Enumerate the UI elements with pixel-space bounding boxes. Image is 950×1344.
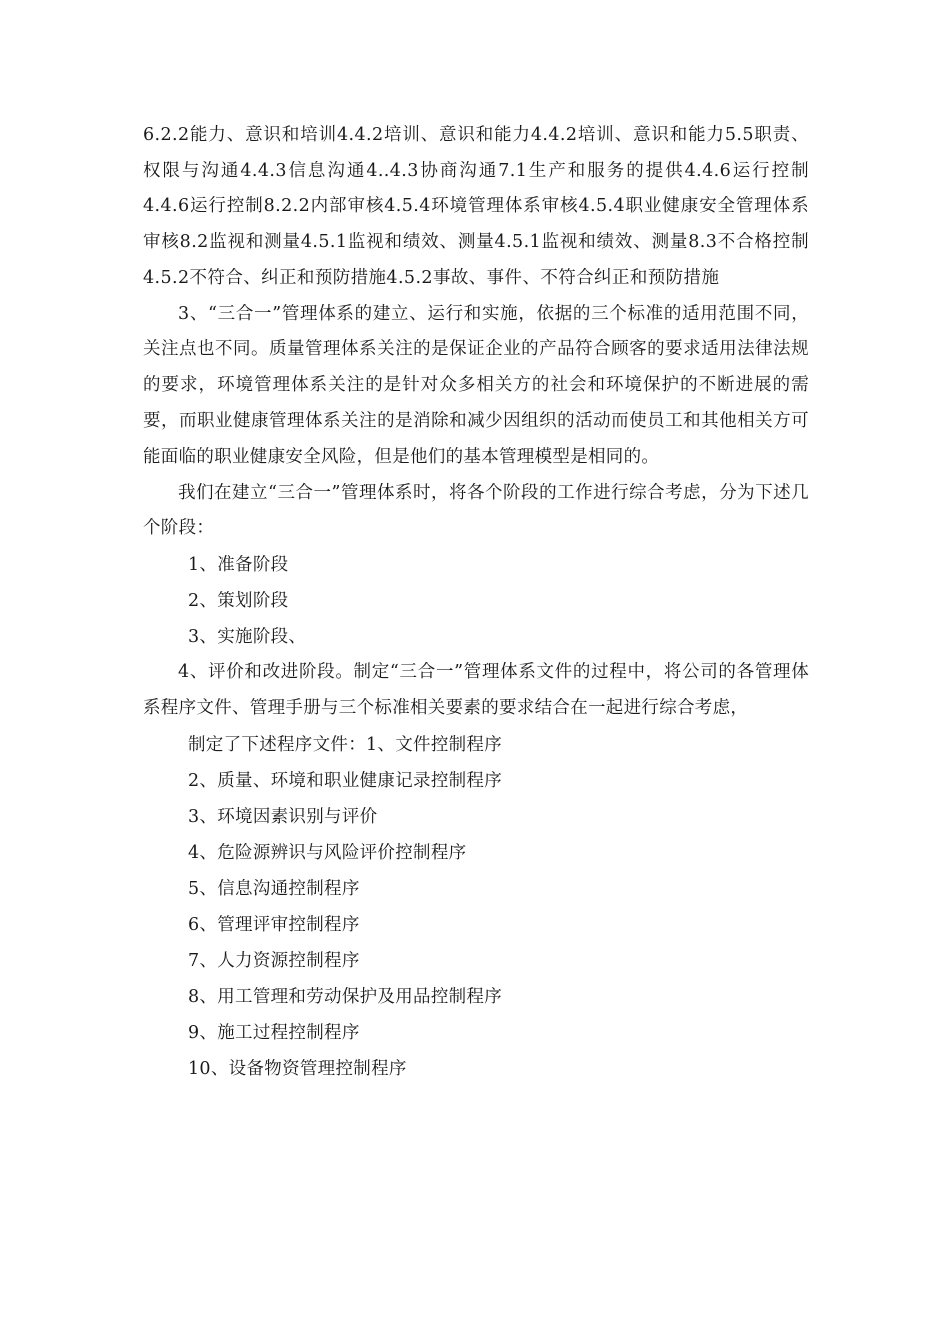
procedure-item: 5、信息沟通控制程序 <box>188 878 360 899</box>
procedure-item: 8、用工管理和劳动保护及用品控制程序 <box>188 986 503 1007</box>
procedure-item: 2、质量、环境和职业健康记录控制程序 <box>188 770 503 791</box>
procedure-item: 制定了下述程序文件：1、文件控制程序 <box>188 734 503 755</box>
procedure-item: 3、环境因素识别与评价 <box>188 806 378 827</box>
clause-mapping-paragraph: 6.2.2能力、意识和培训4.4.2培训、意识和能力4.4.2培训、意识和能力5.5职责、权限与沟通4.4.3信息沟通4..4.3协商沟通7.1生产和服务的提供4.4.6运行控制4.4.6运行控制8.2.2内部审核4.5.4环境管理体系审核4.5.4职业健康安全管理体系审核8.2监视和测量4.5.1监视和绩效、测量4.5.1监视和绩效、测量8.3不合格控制4.5.2不符合、纠正和预防措施4.5.2事故、事件、不符合纠正和预防措施 <box>143 125 809 288</box>
evaluation-stage-paragraph: 4、评价和改进阶段。制定“三合一”管理体系文件的过程中，将公司的各管理体系程序文件、管理手册与三个标准相关要素的要求结合在一起进行综合考虑， <box>143 662 809 718</box>
stage-item: 3、实施阶段、 <box>188 627 307 648</box>
procedure-item: 7、人力资源控制程序 <box>188 950 360 971</box>
stage-item: 2、策划阶段 <box>188 591 289 612</box>
procedure-item: 4、危险源辨识与风险评价控制程序 <box>188 842 467 863</box>
procedure-item: 6、管理评审控制程序 <box>188 914 360 935</box>
stage-item: 1、准备阶段 <box>188 555 289 576</box>
document-body <box>143 118 809 1087</box>
procedure-item: 10、设备物资管理控制程序 <box>188 1058 407 1079</box>
stages-intro-paragraph: 我们在建立“三合一”管理体系时，将各个阶段的工作进行综合考虑，分为下述几个阶段： <box>143 482 809 539</box>
procedure-item: 9、施工过程控制程序 <box>188 1022 360 1043</box>
system-scope-paragraph: 3、“三合一”管理体系的建立、运行和实施，依据的三个标准的适用范围不同，关注点也不同。质量管理体系关注的是保证企业的产品符合顾客的要求适用法律法规的要求，环境管理体系关注的是针对众多相关方的社会和环境保护的不断进展的需要，而职业健康管理体系关注的是消除和减少因组织的活动而使员工和其他相关方可能面临的职业健康安全风险，但是他们的基本管理模型是相同的。 <box>143 303 809 467</box>
